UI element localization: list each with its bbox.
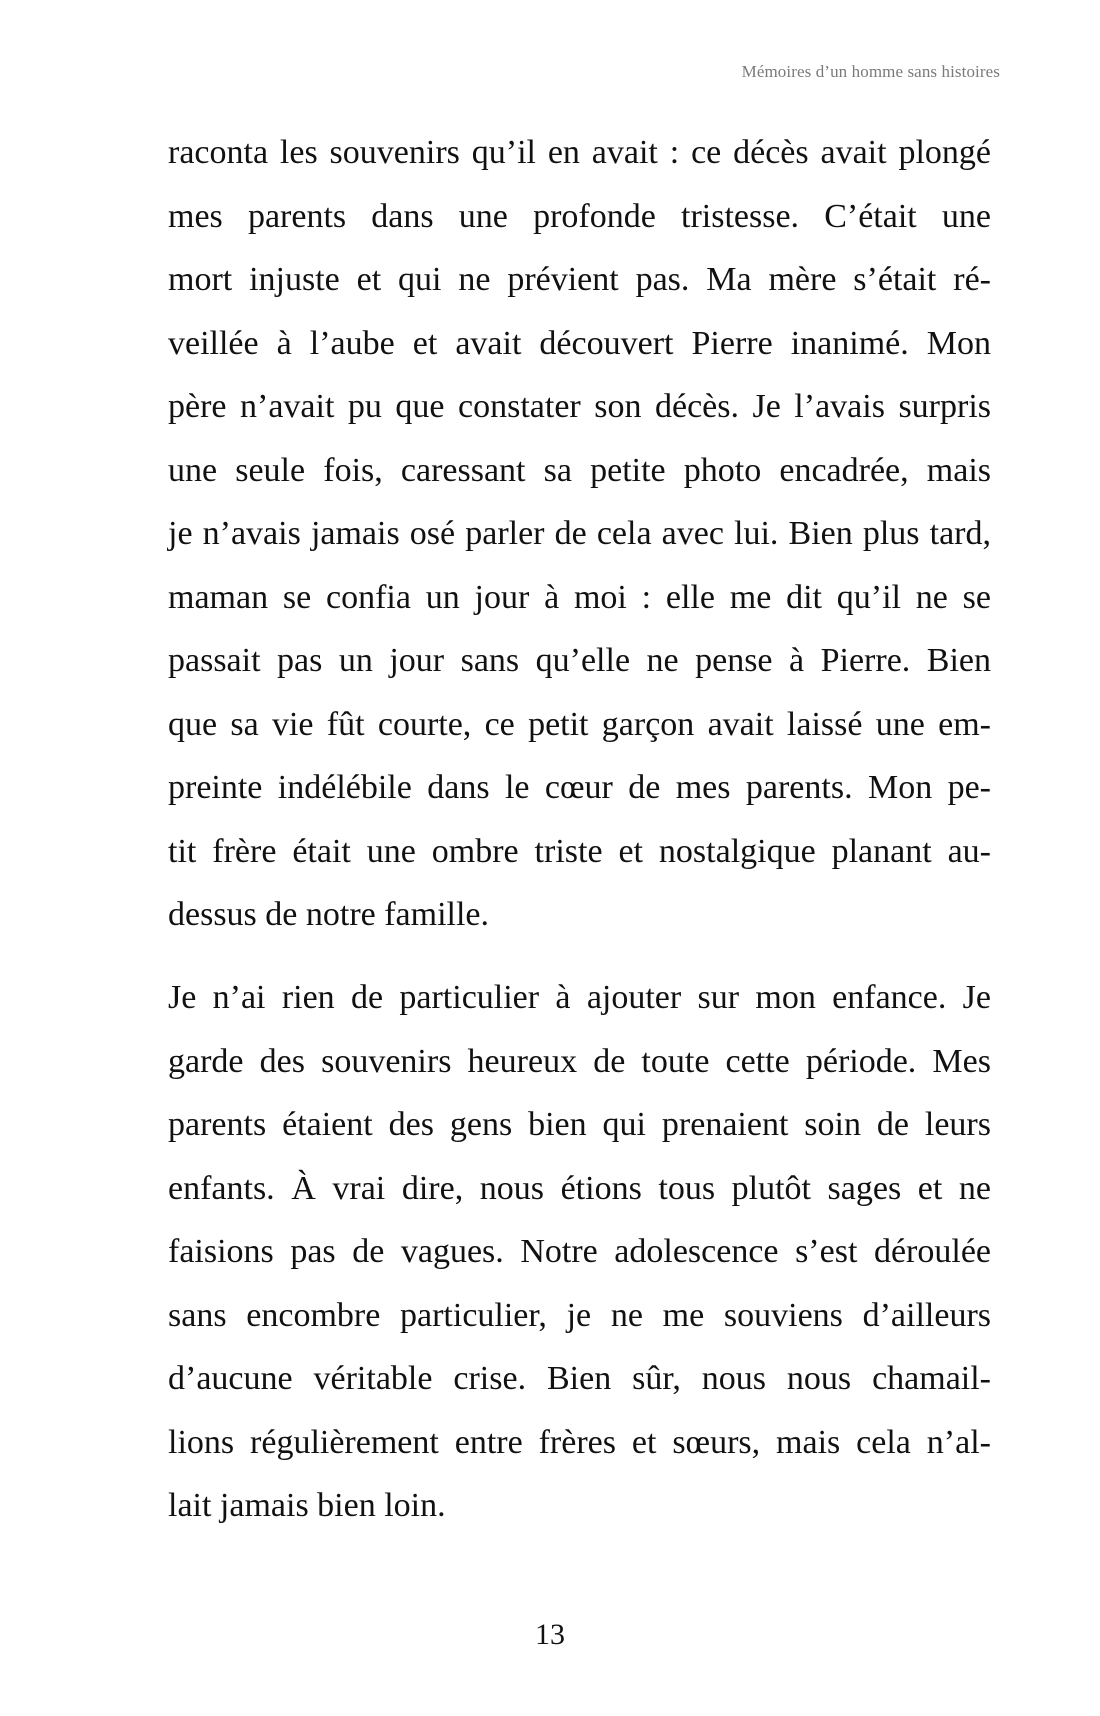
paragraph-1: [168, 121, 991, 947]
text-line: faisions pas de vagues. Notre adolescence s’est déroulée: [168, 1233, 991, 1270]
text-line: parents étaient des gens bien qui prenaient soin de leurs: [168, 1106, 991, 1143]
text-line: mort injuste et qui ne prévient pas. Ma mère s’était ré-: [168, 261, 991, 298]
text-line: preinte indélébile dans le cœur de mes parents. Mon pe-: [168, 769, 991, 806]
text-line: je n’avais jamais osé parler de cela avec lui. Bien plus tard,: [168, 515, 991, 552]
text-line: veillée à l’aube et avait découvert Pierre inanimé. Mon: [168, 324, 991, 362]
text-line: père n’avait pu que constater son décès. Je l’avais surpris: [168, 388, 991, 425]
text-line: lions régulièrement entre frères et sœurs, mais cela n’al-: [168, 1423, 991, 1461]
text-line: tit frère était une ombre triste et nostalgique planant au-: [168, 832, 991, 870]
text-line: garde des souvenirs heureux de toute cette période. Mes: [168, 1042, 991, 1080]
paragraph-2: [168, 966, 991, 1538]
text-line: lait jamais bien loin.: [168, 1487, 446, 1524]
text-line: sans encombre particulier, je ne me souviens d’ailleurs: [168, 1296, 991, 1334]
text-line: passait pas un jour sans qu’elle ne pense à Pierre. Bien: [168, 642, 991, 679]
text-line: que sa vie fût courte, ce petit garçon avait laissé une em-: [168, 705, 991, 743]
page-number: 13: [535, 1618, 565, 1651]
running-header: Mémoires d’un homme sans histoires: [741, 62, 1000, 81]
text-line: enfants. À vrai dire, nous étions tous plutôt sages et ne: [168, 1169, 991, 1207]
text-line: une seule fois, caressant sa petite photo encadrée, mais: [168, 451, 991, 489]
text-line: Je n’ai rien de particulier à ajouter sur mon enfance. Je: [168, 979, 991, 1016]
text-line: mes parents dans une profonde tristesse. C’était une: [168, 197, 991, 235]
text-line: d’aucune véritable crise. Bien sûr, nous nous chamail-: [168, 1360, 991, 1397]
text-line: dessus de notre famille.: [168, 896, 490, 933]
text-line: maman se confia un jour à moi : elle me dit qu’il ne se: [168, 578, 991, 616]
text-line: raconta les souvenirs qu’il en avait : ce décès avait plongé: [168, 134, 991, 171]
